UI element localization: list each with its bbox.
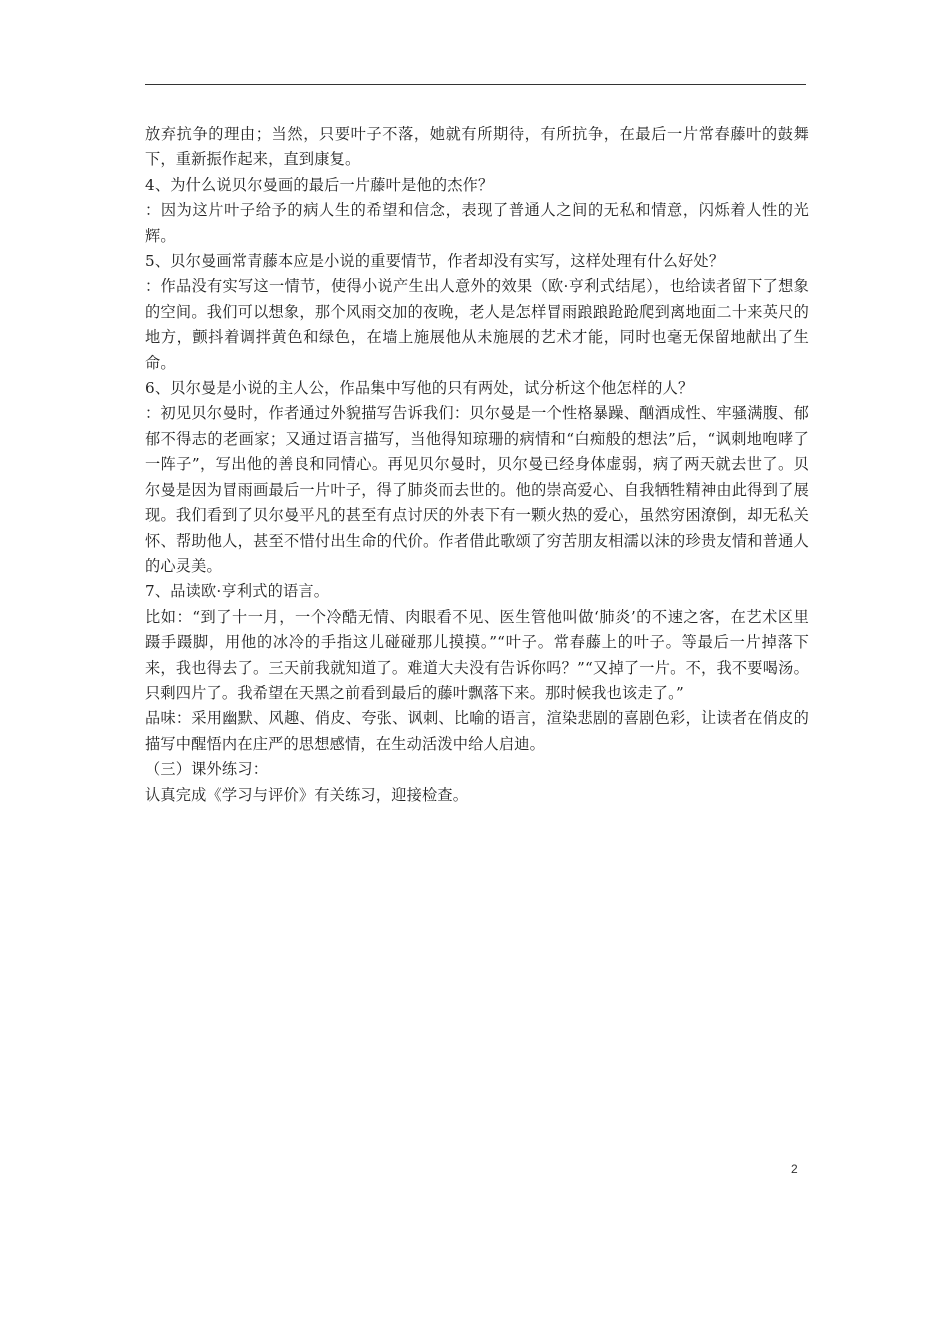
answer-6: ：初见贝尔曼时，作者通过外貌描写告诉我们：贝尔曼是一个性格暴躁、酗酒成性、牢骚满腹、郁郁不得志的老画家；又通过语言描写，当他得知琼珊的病情和“白痴般的想法”后，“讽刺地咆哮了一阵子”，写出他的善良和同情心。再见贝尔曼时，贝尔曼已经身体虚弱，病了两天就去世了。贝尔曼是因为冒雨画最后一片叶子，得了肺炎而去世的。他的崇高爱心、自我牺牲精神由此得到了展现。我们看到了贝尔曼平凡的甚至有点讨厌的外表下有一颗火热的爱心，虽然穷困潦倒，却无私关怀、帮助他人，甚至不惜付出生命的代价。作者借此歌颂了穷苦朋友相濡以沫的珍贵友情和普通人的心灵美。 [145, 404, 809, 575]
answer-4: ：因为这片叶子给予的病人生的希望和信念，表现了普通人之间的无私和情意，闪烁着人性的光辉。 [145, 201, 809, 245]
example-quotes: 比如：“到了十一月，一个冷酷无情、肉眼看不见、医生管他叫做‘肺炎’的不速之客，在艺术区里蹑手蹑脚，用他的冰冷的手指这儿碰碰那儿摸摸。”“叶子。常春藤上的叶子。等最后一片掉落下来，我也得去了。三天前我就知道了。难道大夫没有告诉你吗？”“又掉了一片。不，我不要喝汤。只剩四片了。我希望在天黑之前看到最后的藤叶飘落下来。那时候我也该走了。” [145, 607, 809, 702]
question-6: 6、贝尔曼是小说的主人公，作品集中写他的只有两处，试分析这个他怎样的人？ [145, 379, 694, 398]
section-heading-homework: （三）课外练习： [145, 760, 269, 779]
question-5: 5、贝尔曼画常青藤本应是小说的重要情节，作者却没有实写，这样处理有什么好处？ [145, 252, 725, 271]
answer-5: ：作品没有实写这一情节，使得小说产生出人意外的效果（欧·亨利式结尾），也给读者留下了想象的空间。我们可以想象，那个风雨交加的夜晚，老人是怎样冒雨踉踉跄跄爬到离地面二十来英尺的地方，颤抖着调拌黄色和绿色，在墙上施展他从未施展的艺术才能，同时也毫无保留地献出了生命。 [145, 277, 809, 372]
question-7: 7、品读欧·亨利式的语言。 [145, 582, 330, 601]
body-text [145, 122, 809, 808]
page-number: 2 [791, 1162, 798, 1176]
question-4: 4、为什么说贝尔曼画的最后一片藤叶是他的杰作？ [145, 175, 494, 194]
appreciation: 品味：采用幽默、风趣、俏皮、夸张、讽刺、比喻的语言，渲染悲剧的喜剧色彩，让读者在俏皮的描写中醒悟内在庄严的思想感情，在生动活泼中给人启迪。 [145, 709, 809, 753]
homework-instruction: 认真完成《学习与评价》有关练习，迎接检查。 [145, 785, 469, 804]
header-rule [145, 84, 806, 85]
paragraph-continuation: 放弃抗争的理由；当然，只要叶子不落，她就有所期待，有所抗争，在最后一片常春藤叶的鼓舞下，重新振作起来，直到康复。 [145, 125, 809, 169]
